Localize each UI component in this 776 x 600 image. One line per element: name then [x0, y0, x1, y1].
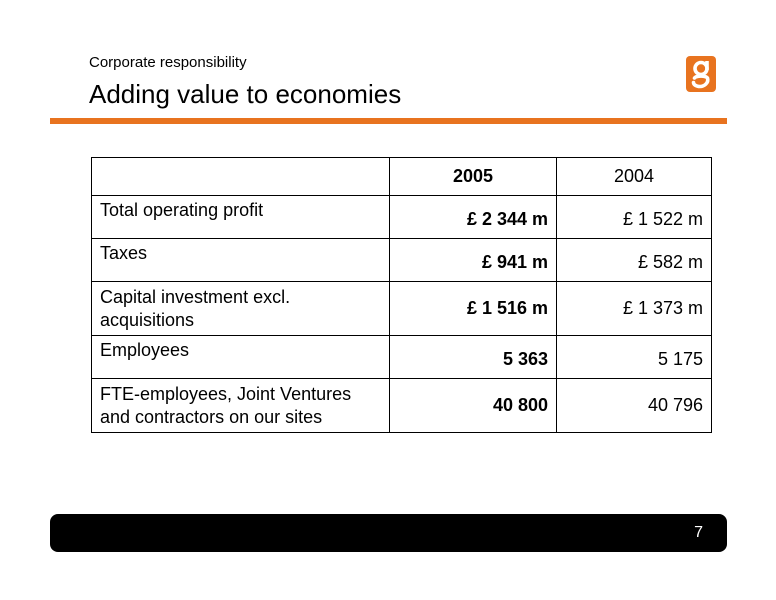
- value-2005: 5 363: [390, 336, 557, 379]
- value-2005: 40 800: [390, 379, 557, 433]
- row-label: FTE-employees, Joint Ventures and contractors on our sites: [92, 379, 390, 433]
- page-number: 7: [694, 524, 703, 541]
- footer-bar: [50, 514, 727, 552]
- logo: [686, 56, 716, 92]
- row-label: Total operating profit: [92, 196, 390, 239]
- header-cell-2004: 2004: [557, 158, 712, 196]
- row-label: Taxes: [92, 239, 390, 282]
- table-row: [92, 196, 712, 239]
- value-2004: £ 582 m: [557, 239, 712, 282]
- header-divider: [50, 118, 727, 124]
- table-header-row: [92, 158, 712, 196]
- row-label: Capital investment excl. acquisitions: [92, 282, 390, 336]
- table-row: [92, 239, 712, 282]
- header-cell-label: [92, 158, 390, 196]
- value-2005: £ 1 516 m: [390, 282, 557, 336]
- row-label: Employees: [92, 336, 390, 379]
- g-logo-icon: [686, 56, 716, 92]
- economic-value-table: [91, 157, 712, 433]
- slide-title: Adding value to economies: [89, 79, 402, 109]
- value-2005: £ 2 344 m: [390, 196, 557, 239]
- header-cell-2005: 2005: [390, 158, 557, 196]
- value-2005: £ 941 m: [390, 239, 557, 282]
- value-2004: 40 796: [557, 379, 712, 433]
- value-2004: £ 1 373 m: [557, 282, 712, 336]
- slide-subtitle: Corporate responsibility: [89, 54, 247, 71]
- table-row: [92, 336, 712, 379]
- table-row: [92, 379, 712, 433]
- table-row: [92, 282, 712, 336]
- value-2004: £ 1 522 m: [557, 196, 712, 239]
- value-2004: 5 175: [557, 336, 712, 379]
